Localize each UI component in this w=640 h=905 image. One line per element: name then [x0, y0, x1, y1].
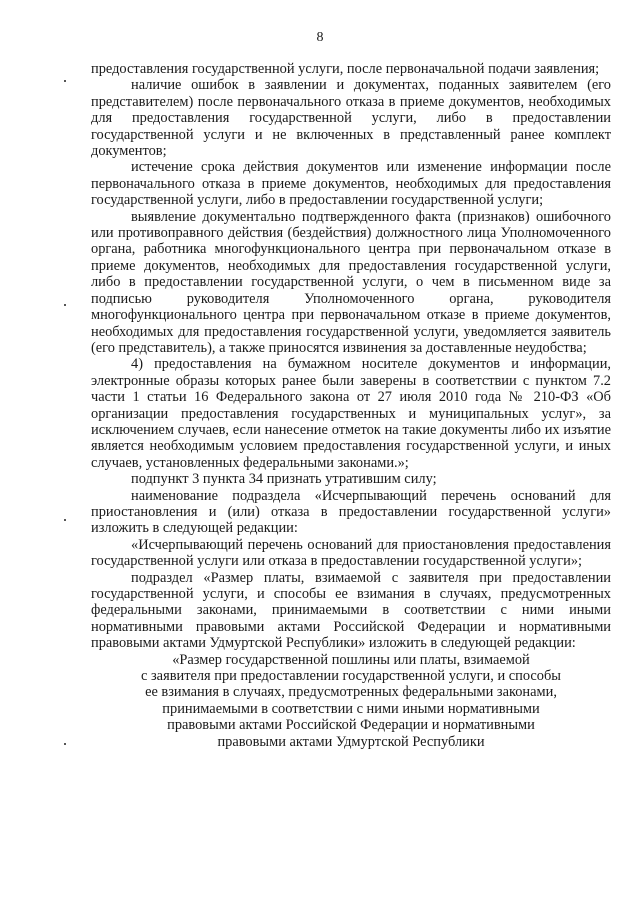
paragraph: предоставления государственной услуги, после первоначальной подачи заявления;	[91, 61, 600, 77]
heading-line: правовыми актами Российской Федерации и нормативными	[167, 717, 535, 734]
paragraph: наименование подраздела «Исчерпывающий перечень оснований для приостановления и (или) отказа в предоставлении государственной услуги» изложить в следующей редакции:	[91, 487, 611, 537]
heading-line: принимаемыми в соответствии с ними иными нормативными	[162, 700, 540, 717]
paragraph: наличие ошибок в заявлении и документах, поданных заявителем (его представителем) после первоначального отказа в приеме документов, необходимых для предоставления государственной услуги, либо в предоставлении государственной услуги и не включенных в представленный ранее комплект документов;	[91, 77, 611, 160]
paragraph: истечение срока действия документов или изменение информации после первоначального отказа в приеме документов, необходимых для предоставления государственной услуги, либо в предоставлении государственной услуги;	[91, 159, 611, 209]
heading-line: с заявителя при предоставлении государственной услуги, и способы	[141, 668, 561, 685]
body-text	[91, 61, 611, 750]
scan-mark	[64, 80, 66, 82]
scan-mark	[64, 519, 66, 521]
heading-line: правовыми актами Удмуртской Республики	[217, 733, 485, 750]
paragraph: подраздел «Размер платы, взимаемой с заявителя при предоставлении государственной услуги, и способы ее взимания в случаях, предусмотренных федеральными законами, принимаемыми в соответствии с ними иными нормативными правовыми актами Российской Федерации и нормативными правовыми актами Удмуртской Республики» изложить в следующей редакции:	[91, 569, 611, 652]
section-heading	[91, 652, 611, 750]
paragraph: «Исчерпывающий перечень оснований для приостановления предоставления государственной услуги или отказа в предоставлении государственной услуги»;	[91, 536, 611, 570]
paragraph: 4) предоставления на бумажном носителе документов и информации, электронные образы которых ранее были заверены в соответствии с пунктом 7.2 части 1 статьи 16 Федерального закона от 27 июля 2010 года № 210-ФЗ «Об организации предоставления государственных и муниципальных услуг», за исключением случаев, если нанесение отметок на такие документы либо их изъятие является необходимым условием предоставления государственной услуги, и иных случаев, установленных федеральными законами.»;	[91, 356, 611, 471]
page-number: 8	[316, 30, 324, 45]
scan-mark	[64, 743, 66, 745]
paragraph: выявление документально подтвержденного факта (признаков) ошибочного или противоправного действия (бездействия) должностного лица Уполномоченного органа, работника многофункционального центра при первоначальном отказе в приеме документов, необходимых для предоставления государственной услуги, либо в предоставлении государственной услуги, о чем в письменном виде за подписью руководителя Уполномоченного органа, руководителя многофункционального центра при первоначальном отказе в приеме документов, необходимых для предоставления государственной услуги, уведомляется заявитель (его представитель), а также приносятся извинения за доставленные неудобства;	[91, 208, 611, 356]
scan-mark	[64, 304, 66, 306]
paragraph: подпункт 3 пункта 34 признать утратившим силу;	[131, 471, 437, 488]
heading-line: ее взимания в случаях, предусмотренных федеральными законами,	[145, 684, 557, 701]
heading-line: «Размер государственной пошлины или платы, взимаемой	[172, 651, 530, 668]
